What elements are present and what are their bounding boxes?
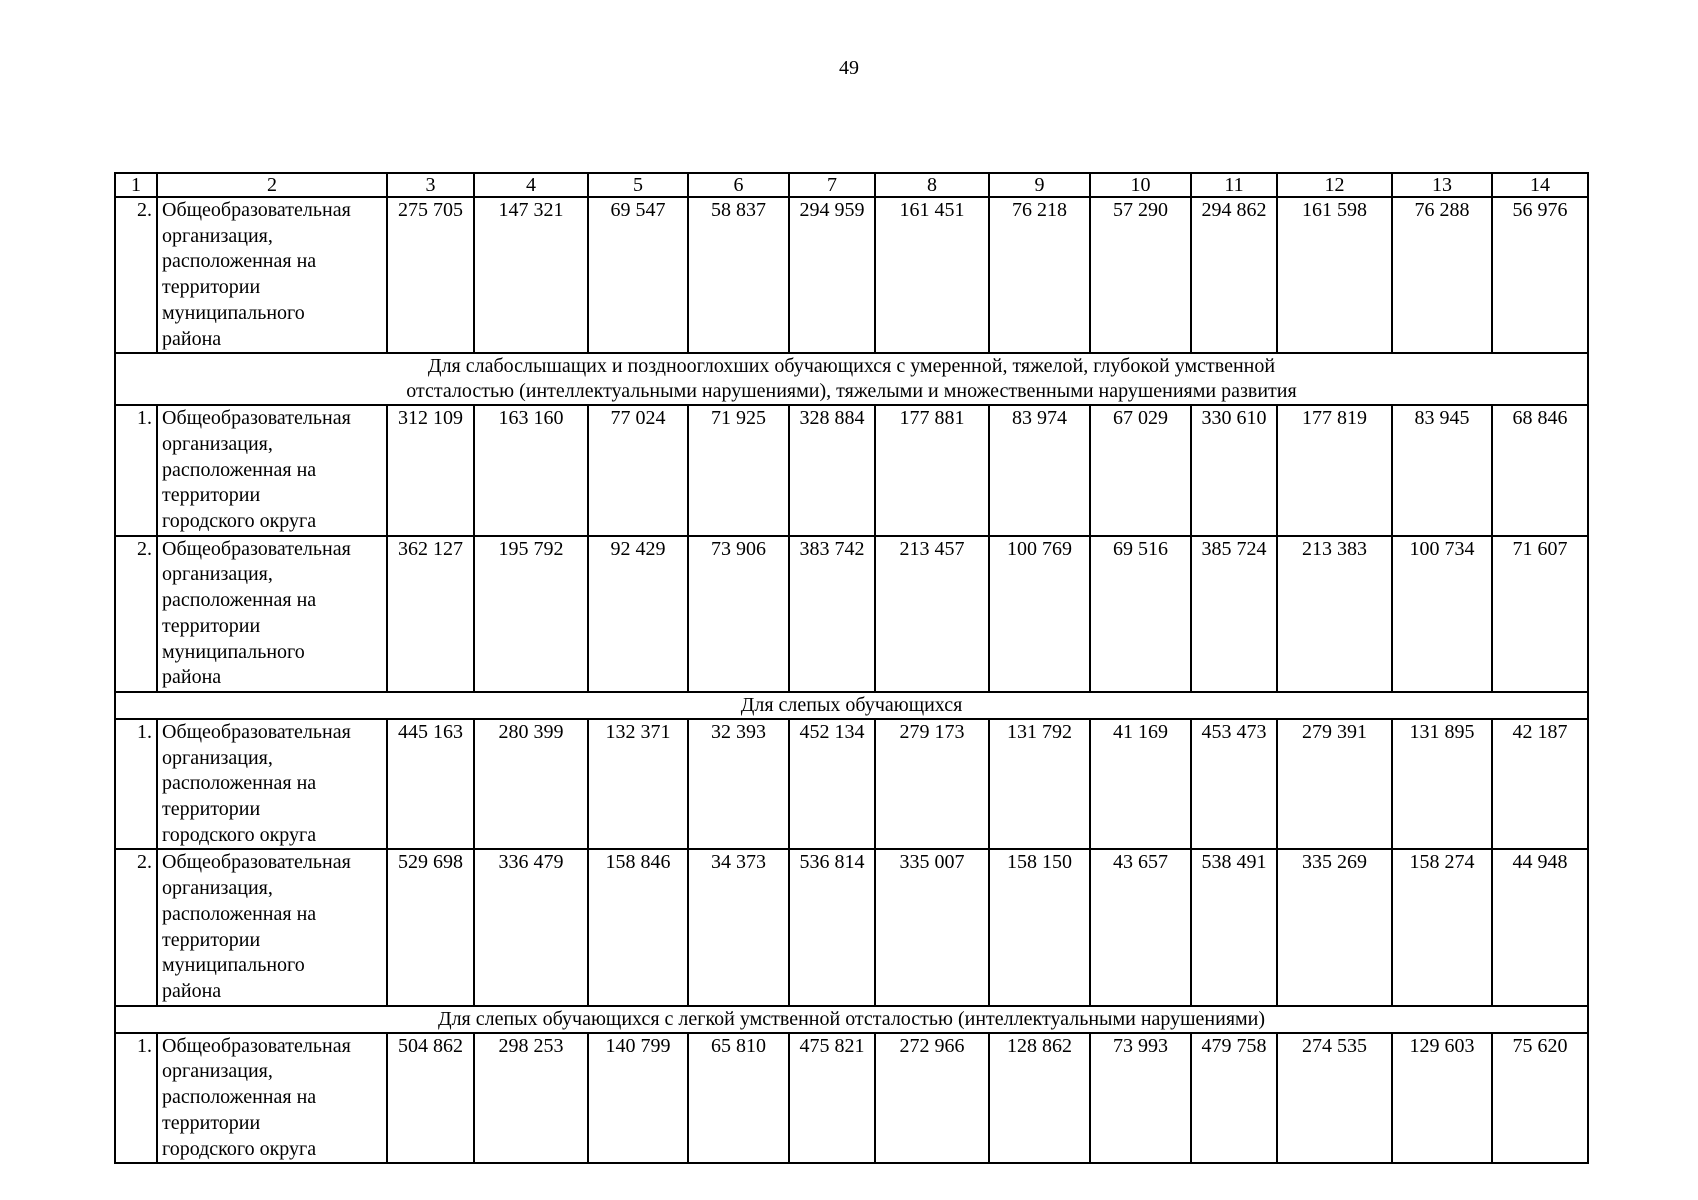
column-number-2: 2: [157, 173, 387, 197]
value-cell-col-7: 294 959: [789, 197, 875, 353]
value-cell-col-3: 504 862: [387, 1033, 474, 1164]
value-cell-col-13: 100 734: [1392, 536, 1492, 692]
value-cell-col-3: 312 109: [387, 405, 474, 536]
value-cell-col-7: 452 134: [789, 719, 875, 850]
value-cell-col-8: 272 966: [875, 1033, 989, 1164]
column-number-6: 6: [688, 173, 789, 197]
organization-name-line: организация,: [162, 563, 273, 586]
row-number: 2.: [115, 197, 157, 353]
value-cell-col-4: 280 399: [474, 719, 588, 850]
value-cell-col-12: 177 819: [1277, 405, 1392, 536]
organization-name-line: территории: [162, 484, 261, 507]
table-body: [115, 173, 1588, 1163]
organization-name-line: организация,: [162, 224, 273, 247]
organization-name-line: муниципального: [162, 301, 305, 324]
value-cell-col-10: 67 029: [1090, 405, 1191, 536]
organization-name-line: расположенная на: [162, 772, 317, 795]
value-cell-col-14: 75 620: [1492, 1033, 1588, 1164]
organization-name: [157, 536, 387, 692]
column-number-4: 4: [474, 173, 588, 197]
row-number: 1.: [115, 1033, 157, 1164]
section-title-line: Для слепых обучающихся с легкой умственной отсталостью (интеллектуальными нарушениями): [437, 1007, 1266, 1030]
value-cell-col-9: 76 218: [989, 197, 1090, 353]
value-cell-col-9: 158 150: [989, 849, 1090, 1005]
value-cell-col-8: 161 451: [875, 197, 989, 353]
section-title: [115, 1006, 1588, 1033]
value-cell-col-6: 58 837: [688, 197, 789, 353]
organization-name: [157, 849, 387, 1005]
row-number: 2.: [115, 849, 157, 1005]
value-cell-col-7: 383 742: [789, 536, 875, 692]
organization-name-line: городского округа: [162, 1137, 317, 1160]
section-title: [115, 692, 1588, 719]
table-row: [115, 1033, 1588, 1164]
organization-name-line: городского округа: [162, 510, 317, 533]
value-cell-col-8: 335 007: [875, 849, 989, 1005]
value-cell-col-4: 195 792: [474, 536, 588, 692]
value-cell-col-9: 100 769: [989, 536, 1090, 692]
value-cell-col-13: 131 895: [1392, 719, 1492, 850]
section-title-line: отсталостью (интеллектуальными нарушениями), тяжелыми и множественными нарушениями развития: [406, 380, 1297, 403]
organization-name-line: Общеобразовательная: [162, 407, 351, 430]
value-cell-col-11: 294 862: [1191, 197, 1277, 353]
value-cell-col-5: 158 846: [588, 849, 688, 1005]
value-cell-col-9: 83 974: [989, 405, 1090, 536]
column-number-5: 5: [588, 173, 688, 197]
value-cell-col-13: 158 274: [1392, 849, 1492, 1005]
table-row: [115, 405, 1588, 536]
organization-name-line: организация,: [162, 1060, 273, 1083]
value-cell-col-4: 336 479: [474, 849, 588, 1005]
value-cell-col-6: 73 906: [688, 536, 789, 692]
table-row: [115, 719, 1588, 850]
value-cell-col-10: 43 657: [1090, 849, 1191, 1005]
organization-name: [157, 719, 387, 850]
value-cell-col-6: 32 393: [688, 719, 789, 850]
organization-name-line: территории: [162, 928, 261, 951]
value-cell-col-3: 529 698: [387, 849, 474, 1005]
value-cell-col-3: 445 163: [387, 719, 474, 850]
value-cell-col-3: 362 127: [387, 536, 474, 692]
row-number: 1.: [115, 719, 157, 850]
column-number-9: 9: [989, 173, 1090, 197]
value-cell-col-6: 71 925: [688, 405, 789, 536]
organization-name: [157, 1033, 387, 1164]
value-cell-col-8: 279 173: [875, 719, 989, 850]
organization-name-line: территории: [162, 798, 261, 821]
value-cell-col-5: 140 799: [588, 1033, 688, 1164]
organization-name-line: организация,: [162, 746, 273, 769]
organization-name-line: расположенная на: [162, 250, 317, 273]
column-number-8: 8: [875, 173, 989, 197]
organization-name-line: муниципального: [162, 954, 305, 977]
column-number-7: 7: [789, 173, 875, 197]
value-cell-col-9: 131 792: [989, 719, 1090, 850]
column-number-13: 13: [1392, 173, 1492, 197]
organization-name-line: расположенная на: [162, 902, 317, 925]
value-cell-col-5: 92 429: [588, 536, 688, 692]
value-cell-col-12: 161 598: [1277, 197, 1392, 353]
section-title-line: Для слабослышащих и позднооглохших обучающихся с умеренной, тяжелой, глубокой умственной: [427, 355, 1276, 378]
value-cell-col-5: 77 024: [588, 405, 688, 536]
value-cell-col-12: 274 535: [1277, 1033, 1392, 1164]
value-cell-col-11: 479 758: [1191, 1033, 1277, 1164]
organization-name-line: района: [162, 979, 222, 1002]
organization-name-line: организация,: [162, 432, 273, 455]
value-cell-col-13: 83 945: [1392, 405, 1492, 536]
organization-name-line: Общеобразовательная: [162, 1034, 351, 1057]
organization-name-line: расположенная на: [162, 458, 317, 481]
organization-name-line: территории: [162, 1111, 261, 1134]
value-cell-col-5: 69 547: [588, 197, 688, 353]
organization-name-line: организация,: [162, 877, 273, 900]
table-row: [115, 197, 1588, 353]
value-cell-col-8: 213 457: [875, 536, 989, 692]
value-cell-col-11: 330 610: [1191, 405, 1277, 536]
data-table: [114, 172, 1589, 1164]
value-cell-col-7: 475 821: [789, 1033, 875, 1164]
column-number-3: 3: [387, 173, 474, 197]
value-cell-col-5: 132 371: [588, 719, 688, 850]
organization-name-line: района: [162, 327, 222, 350]
value-cell-col-14: 42 187: [1492, 719, 1588, 850]
value-cell-col-10: 73 993: [1090, 1033, 1191, 1164]
value-cell-col-11: 385 724: [1191, 536, 1277, 692]
value-cell-col-8: 177 881: [875, 405, 989, 536]
value-cell-col-6: 65 810: [688, 1033, 789, 1164]
value-cell-col-9: 128 862: [989, 1033, 1090, 1164]
column-number-11: 11: [1191, 173, 1277, 197]
value-cell-col-4: 298 253: [474, 1033, 588, 1164]
section-title: [115, 353, 1588, 405]
value-cell-col-12: 213 383: [1277, 536, 1392, 692]
organization-name-line: расположенная на: [162, 1086, 317, 1109]
row-number: 2.: [115, 536, 157, 692]
column-number-row: [115, 173, 1588, 197]
value-cell-col-6: 34 373: [688, 849, 789, 1005]
value-cell-col-13: 129 603: [1392, 1033, 1492, 1164]
column-number-10: 10: [1090, 173, 1191, 197]
value-cell-col-10: 69 516: [1090, 536, 1191, 692]
column-number-12: 12: [1277, 173, 1392, 197]
organization-name-line: Общеобразовательная: [162, 537, 351, 560]
value-cell-col-11: 538 491: [1191, 849, 1277, 1005]
organization-name-line: Общеобразовательная: [162, 720, 351, 743]
value-cell-col-4: 147 321: [474, 197, 588, 353]
column-number-1: 1: [115, 173, 157, 197]
value-cell-col-14: 68 846: [1492, 405, 1588, 536]
organization-name-line: муниципального: [162, 640, 305, 663]
organization-name: [157, 197, 387, 353]
value-cell-col-7: 328 884: [789, 405, 875, 536]
value-cell-col-14: 56 976: [1492, 197, 1588, 353]
organization-name-line: территории: [162, 614, 261, 637]
value-cell-col-12: 335 269: [1277, 849, 1392, 1005]
organization-name-line: расположенная на: [162, 589, 317, 612]
row-number: 1.: [115, 405, 157, 536]
organization-name-line: района: [162, 666, 222, 689]
organization-name: [157, 405, 387, 536]
section-title-line: Для слепых обучающихся: [740, 693, 963, 716]
table-row: [115, 536, 1588, 692]
value-cell-col-14: 71 607: [1492, 536, 1588, 692]
value-cell-col-14: 44 948: [1492, 849, 1588, 1005]
section-header-row: [115, 692, 1588, 719]
value-cell-col-10: 41 169: [1090, 719, 1191, 850]
value-cell-col-4: 163 160: [474, 405, 588, 536]
section-header-row: [115, 1006, 1588, 1033]
page-number: 49: [839, 57, 859, 79]
organization-name-line: Общеобразовательная: [162, 851, 351, 874]
value-cell-col-3: 275 705: [387, 197, 474, 353]
table-row: [115, 849, 1588, 1005]
value-cell-col-13: 76 288: [1392, 197, 1492, 353]
value-cell-col-7: 536 814: [789, 849, 875, 1005]
organization-name-line: городского округа: [162, 823, 317, 846]
organization-name-line: Общеобразовательная: [162, 199, 351, 221]
value-cell-col-12: 279 391: [1277, 719, 1392, 850]
column-number-14: 14: [1492, 173, 1588, 197]
value-cell-col-10: 57 290: [1090, 197, 1191, 353]
value-cell-col-11: 453 473: [1191, 719, 1277, 850]
section-header-row: [115, 353, 1588, 405]
organization-name-line: территории: [162, 276, 261, 299]
